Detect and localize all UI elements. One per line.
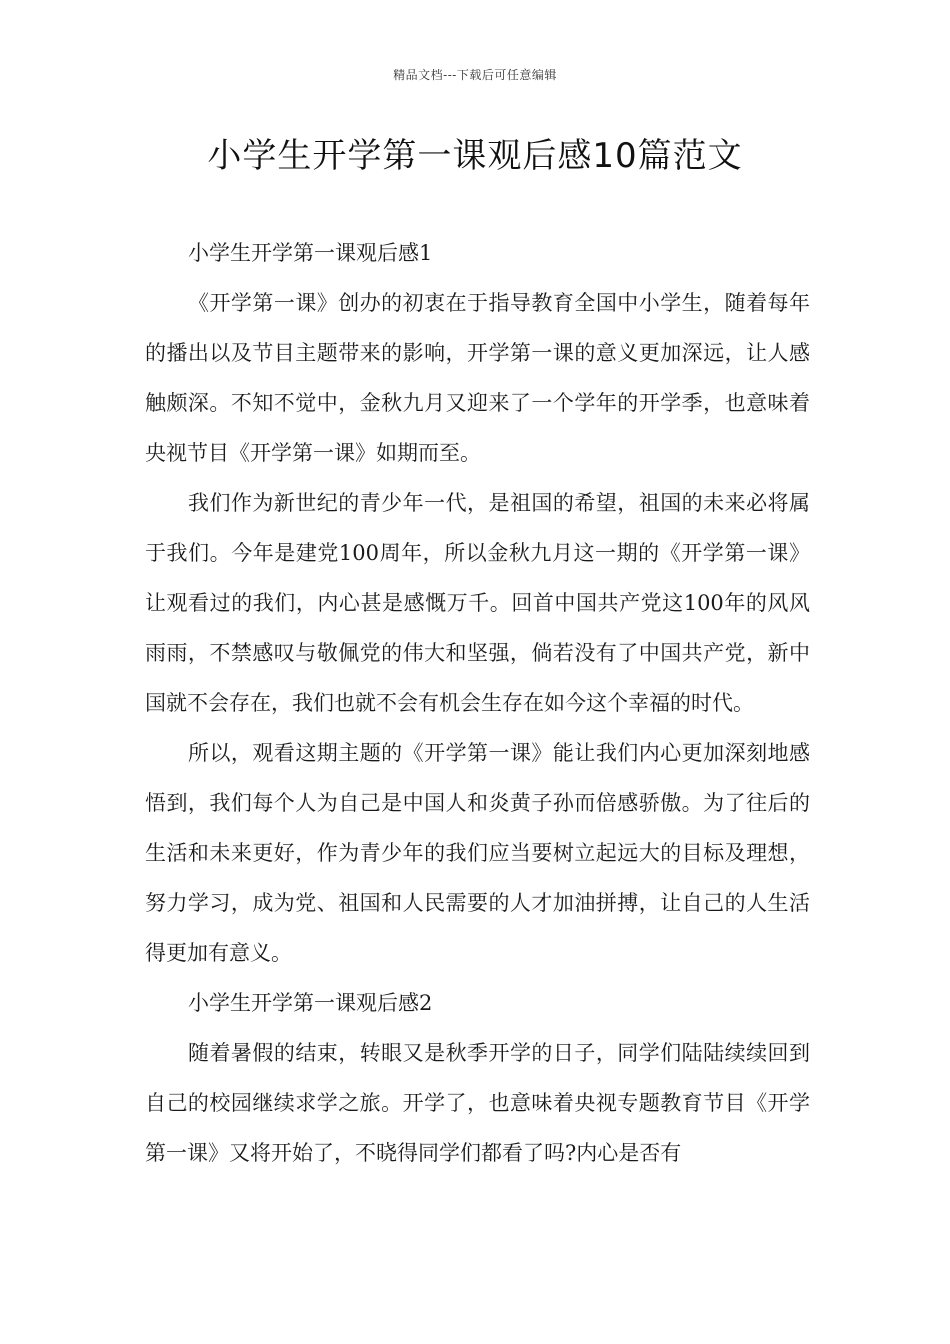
- paragraph: 所以，观看这期主题的《开学第一课》能让我们内心更加深刻地感悟到，我们每个人为自己是中国人和炎黄子孙而倍感骄傲。为了往后的生活和未来更好，作为青少年的我们应当要树立起远大的目标及理想，努力学习，成为党、祖国和人民需要的人才加油拼搏，让自己的人生活得更加有意义。: [145, 741, 810, 965]
- paragraph: 随着暑假的结束，转眼又是秋季开学的日子，同学们陆陆续续回到自己的校园继续求学之旅。开学了，也意味着央视专题教育节目《开学第一课》又将开始了，不晓得同学们都看了吗?内心是否有: [145, 1041, 810, 1165]
- paragraph: 《开学第一课》创办的初衷在于指导教育全国中小学生，随着每年的播出以及节目主题带来的影响，开学第一课的意义更加深远，让人感触颇深。不知不觉中，金秋九月又迎来了一个学年的开学季，也意味着央视节目《开学第一课》如期而至。: [145, 291, 810, 465]
- paragraph: 我们作为新世纪的青少年一代，是祖国的希望，祖国的未来必将属于我们。今年是建党100周年，所以金秋九月这一期的《开学第一课》让观看过的我们，内心甚是感慨万千。回首中国共产党这100年的风风雨雨，不禁感叹与敬佩党的伟大和坚强，倘若没有了中国共产党，新中国就不会存在，我们也就不会有机会生存在如今这个幸福的时代。: [145, 491, 810, 715]
- document-title: 小学生开学第一课观后感10篇范文: [207, 136, 743, 176]
- header-note: 精品文档---下载后可任意编辑: [393, 68, 557, 82]
- document-body: [145, 228, 810, 1178]
- section-heading: 小学生开学第一课观后感2: [188, 991, 433, 1015]
- section-heading: 小学生开学第一课观后感1: [188, 241, 433, 265]
